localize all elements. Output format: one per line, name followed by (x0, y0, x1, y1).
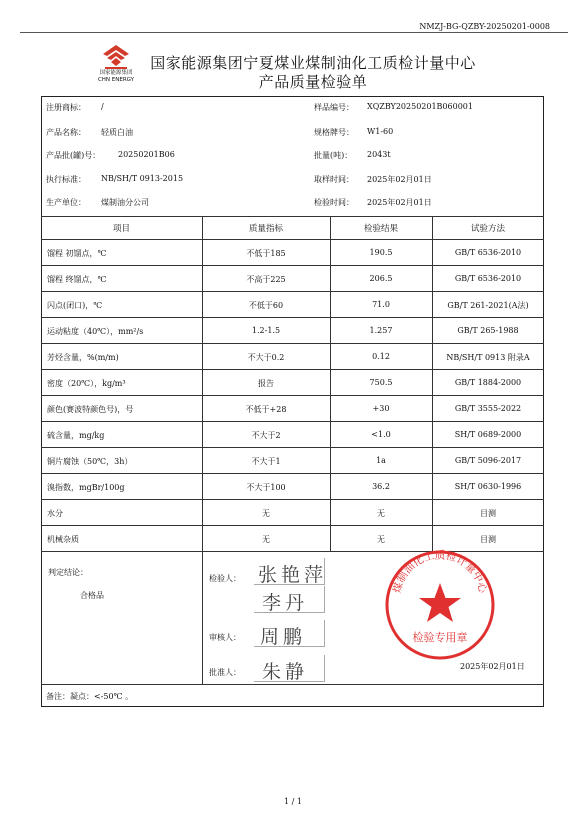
conclusion-date: 2025年02月01日 (460, 662, 525, 671)
spec-value: W1-60 (367, 127, 394, 136)
table-cell: 不大于0.2 (247, 353, 285, 362)
table-cell: 71.0 (372, 300, 390, 309)
table-cell: 密度（20℃），kg/m³ (47, 379, 126, 388)
table-top-rule (41, 216, 544, 217)
std-label: 执行标准： (46, 175, 86, 184)
product-value: 轻质白油 (101, 128, 133, 137)
table-row-rule (41, 421, 544, 422)
table-cell: 无 (377, 509, 385, 518)
table-cell: 硫含量，mg/kg (47, 431, 105, 440)
remark: 备注：凝点：<-50℃ 。 (46, 692, 134, 701)
table-cell: 206.5 (369, 274, 393, 283)
table-cell: 190.5 (369, 248, 393, 257)
reg-value: / (101, 102, 104, 111)
table-cell: GB/T 6536-2010 (454, 274, 522, 283)
qty-value: 2043t (367, 150, 391, 159)
table-cell: 不低于+28 (245, 405, 287, 414)
logo-text-en: CHN ENERGY (97, 77, 135, 83)
table-cell: 馏程 初馏点，℃ (47, 249, 107, 258)
batch-label: 产品批(罐)号： (46, 151, 101, 160)
table-cell: 水分 (47, 509, 63, 518)
stamp-sub-text: 检验专用章 (412, 631, 468, 644)
document-number: NMZJ-BG-QZBY-20250201-0008 (419, 22, 550, 31)
conclusion-divider (202, 551, 203, 684)
table-cell: 750.5 (369, 378, 393, 387)
table-cell: 报告 (258, 379, 274, 388)
table-cell: 闪点(闭口)，℃ (47, 301, 103, 310)
table-cell: 机械杂质 (47, 535, 79, 544)
table-header-cell: 项目 (112, 224, 130, 234)
table-cell: GB/T 265-1988 (457, 326, 519, 335)
product-label: 产品名称： (46, 128, 86, 137)
conclusion-label: 判定结论： (48, 568, 88, 577)
sampling-value: 2025年02月01日 (367, 175, 432, 184)
inspector-signature-1: 张艳萍 (258, 564, 328, 586)
table-row-rule (41, 525, 544, 526)
table-cell: 不大于2 (251, 431, 281, 440)
page-number: 1 / 1 (284, 797, 302, 806)
table-cell: +30 (372, 404, 390, 413)
table-cell: 0.12 (372, 352, 390, 361)
table-cell: SH/T 0689-2000 (454, 430, 522, 439)
table-cell: GB/T 5096-2017 (454, 456, 522, 465)
sample-no-value: XQZBY20250201B060001 (367, 102, 473, 111)
batch-value: 20250201B06 (118, 150, 175, 159)
table-row-rule (41, 473, 544, 474)
approver-signature: 朱静 (262, 661, 309, 683)
sampling-label: 取样时间： (314, 175, 354, 184)
table-header-cell: 检验结果 (363, 224, 398, 234)
table-row-rule (41, 343, 544, 344)
table-cell: 1.2-1.5 (251, 326, 281, 335)
remark-rule (41, 684, 544, 685)
std-value: NB/SH/T 0913-2015 (101, 174, 184, 183)
spec-label: 规格牌号： (314, 128, 354, 137)
table-cell: 1.257 (369, 326, 393, 335)
header-rule (20, 32, 568, 33)
table-row-rule (41, 499, 544, 500)
sample-no-label: 样品编号： (314, 103, 354, 112)
table-cell: SH/T 0630-1996 (454, 482, 522, 491)
table-cell: 溴指数，mgBr/100g (47, 483, 125, 492)
table-cell: 目测 (480, 535, 496, 544)
qty-label: 批量(吨)： (314, 151, 353, 160)
table-cell: 目测 (480, 509, 496, 518)
stamp-text: 煤制油化工质检计量中心 (391, 549, 489, 595)
table-cell: 1a (376, 456, 386, 465)
table-cell: 运动粘度（40℃），mm²/s (47, 327, 144, 336)
table-row-rule (41, 317, 544, 318)
table-cell: 馏程 终馏点，℃ (47, 275, 107, 284)
reviewer-label: 审核人： (209, 633, 241, 642)
table-cell: GB/T 1884-2000 (454, 378, 522, 387)
table-cell: 颜色(赛波特颜色号)，号 (47, 405, 134, 414)
inspect-time-label: 检验时间： (314, 198, 354, 207)
table-row-rule (41, 369, 544, 370)
page-title: 产品质量检验单 (258, 73, 368, 91)
table-cell: 无 (377, 535, 385, 544)
table-row-rule (41, 447, 544, 448)
table-cell: GB/T 261-2021(A法) (447, 301, 529, 310)
inspect-time-value: 2025年02月01日 (367, 198, 432, 207)
table-cell: 芳烃含量，%(m/m) (47, 353, 119, 362)
table-cell: 不大于100 (246, 483, 286, 492)
conclusion-value: 合格品 (80, 591, 104, 600)
table-row-rule (41, 239, 544, 240)
table-cell: 不低于60 (248, 301, 284, 310)
logo-text-cn: 国家能源集团 (99, 70, 133, 76)
producer-value: 煤制油分公司 (101, 198, 149, 207)
table-row-rule (41, 291, 544, 292)
reg-label: 注册商标： (46, 103, 86, 112)
approver-label: 批准人： (209, 668, 241, 677)
table-header-cell: 质量指标 (248, 224, 283, 234)
inspection-seal (384, 549, 496, 661)
table-cell: GB/T 6536-2010 (454, 248, 522, 257)
table-row-rule (41, 395, 544, 396)
organization-name: 国家能源集团宁夏煤业煤制油化工质检计量中心 (150, 54, 476, 72)
table-cell: 无 (262, 535, 270, 544)
producer-label: 生产单位： (46, 198, 86, 207)
table-cell: NB/SH/T 0913 附录A (446, 353, 530, 362)
table-cell: 不高于225 (246, 275, 286, 284)
table-cell: GB/T 3555-2022 (454, 404, 522, 413)
table-header-cell: 试验方法 (470, 224, 505, 234)
inspector-signature-2: 李丹 (262, 592, 309, 614)
table-cell: 不低于185 (246, 249, 286, 258)
table-cell: 不大于1 (251, 457, 281, 466)
inspector-label: 检验人： (209, 574, 241, 583)
table-cell: 铜片腐蚀（50℃，3h） (47, 457, 133, 466)
reviewer-signature: 周鹏 (260, 626, 307, 648)
table-cell: <1.0 (371, 430, 391, 439)
table-cell: 无 (262, 509, 270, 518)
table-cell: 36.2 (372, 482, 390, 491)
table-row-rule (41, 265, 544, 266)
